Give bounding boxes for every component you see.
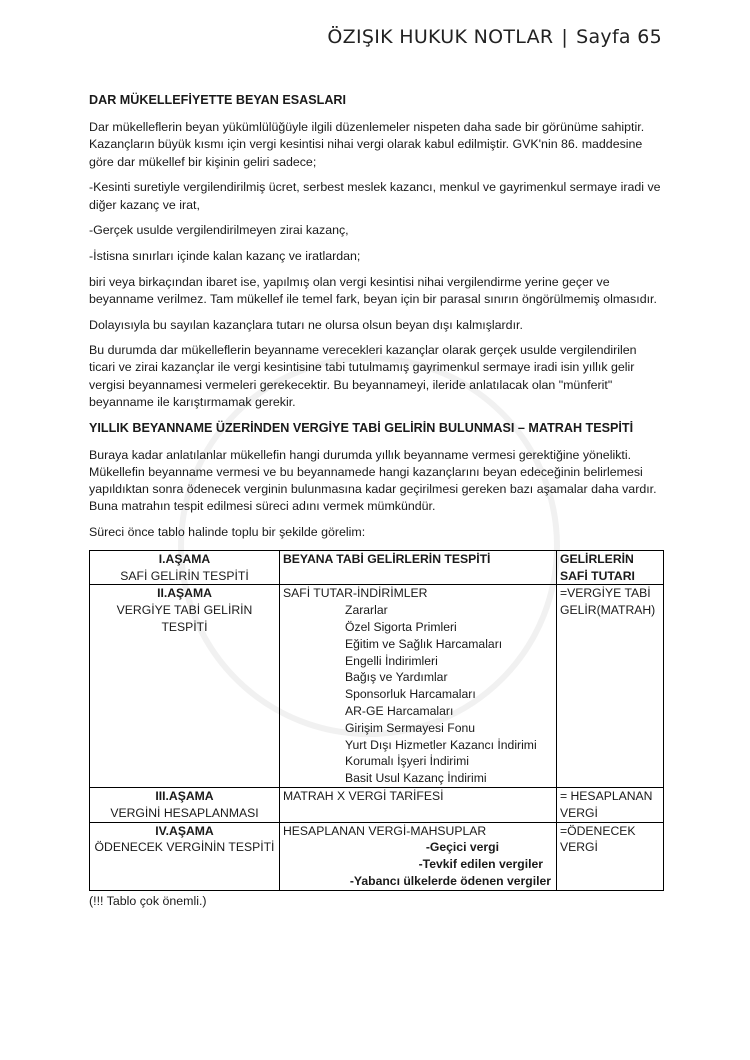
table-row [90,787,664,822]
section-heading: YILLIK BEYANNAME ÜZERİNDEN VERGİYE TABİ GELİRİN BULUNMASI – MATRAH TESPİTİ [89,420,634,435]
table-cell-process [280,822,557,890]
table-cell-stage [90,550,280,585]
table-cell-result [557,585,664,788]
stage-description: VERGİYE TABİ GELİRİN TESPİTİ [116,603,253,634]
offset-item: -Tevkif edilen vergiler [418,857,543,872]
paragraph: Buraya kadar anlatılanlar mükellefin hangi durumda yıllık beyanname vermesi gerektiğine yönelikti. Mükellefin beyanname vermesi ve bu beyannamede hangi kazançlarını beyan edeceğinin belirlemesi yapıldıktan sonra ödenecek verginin bulunmasına kadar geçirilmesi gereken bazı aşamalar daha vardır. Buna matrahın tespit edilmesi süreci adını vermek mümkündür. [89,447,657,514]
process-title: SAFİ TUTAR-İNDİRİMLER [283,586,428,601]
stage-label: II.AŞAMA [157,586,212,601]
process-title: MATRAH X VERGİ TARİFESİ [283,788,444,803]
deduction-item: Sponsorluk Harcamaları [345,687,476,702]
table-row [90,822,664,890]
result-label: =ÖDENECEK VERGİ [560,823,636,855]
stage-description: ÖDENECEK VERGİNİN TESPİTİ [94,840,275,855]
header-separator: | [561,26,569,48]
deduction-item: Yurt Dışı Hizmetler Kazancı İndirimi [345,737,537,752]
deduction-item: Korumalı İşyeri İndirimi [345,754,469,769]
deduction-item: Özel Sigorta Primleri [345,619,457,634]
table-cell-stage [90,822,280,890]
paragraph: Dar mükelleflerin beyan yükümlülüğüyle ilgili düzenlemeler nispeten daha sade bir görünüme sahiptir. Kazançların büyük kısmı için vergi kesintisi nihai vergi olarak kabul edilmiştir. GVK'nin 86. maddesine göre dar mükellef bir kişinin geliri sadece; [89,120,645,169]
stage-label: I.AŞAMA [158,551,211,566]
paragraph: Bu durumda dar mükelleflerin beyanname verecekleri kazançlar olarak gerçek usulde vergilendirilen ticari ve zirai kazançlar ile vergi kesintisine tabi tutulmamış gayrimenkul sermaye iradi isin yıllık gelir vergisi beyannamesi vermeleri gerekecektir. Bu beyannameyi, ileride anlatılacak olan "münferit" beyanname ile karıştırmamak gerekir. [89,343,637,409]
deduction-item: Zararlar [345,603,388,618]
deduction-item: Bağış ve Yardımlar [345,670,448,685]
paragraph: -Gerçek usulde vergilendirilmeyen zirai kazanç, [89,223,349,238]
header-page-number: Sayfa 65 [576,26,662,48]
stage-description: SAFİ GELİRİN TESPİTİ [120,568,249,583]
paragraph: Dolayısıyla bu sayılan kazançlara tutarı ne olursa olsun beyan dışı kalmışlardır. [89,317,523,332]
section-heading: DAR MÜKELLEFİYETTE BEYAN ESASLARI [89,93,347,107]
result-label: =VERGİYE TABİ GELİR(MATRAH) [560,586,656,618]
table-cell-stage [90,585,280,788]
table-cell-result [557,550,664,585]
stage-description: VERGİNİ HESAPLANMASI [110,805,259,820]
paragraph: -İstisna sınırları içinde kalan kazanç ve iratlardan; [89,248,361,263]
tax-stages-table [89,550,664,891]
deduction-item: Engelli İndirimleri [345,653,438,668]
process-title: BEYANA TABİ GELİRLERİN TESPİTİ [283,551,491,566]
table-row [90,550,664,585]
table-cell-process [280,550,557,585]
offset-item: -Yabancı ülkelerde ödenen vergiler [349,873,551,888]
table-cell-process [280,787,557,822]
table-cell-stage [90,787,280,822]
offset-item: -Geçici vergi [425,840,499,855]
table-cell-result [557,822,664,890]
table-cell-process [280,585,557,788]
page-header [327,26,662,48]
process-title: HESAPLANAN VERGİ-MAHSUPLAR [283,823,487,838]
stage-label: IV.AŞAMA [155,823,214,838]
paragraph: biri veya birkaçından ibaret ise, yapılmış olan vergi kesintisi nihai vergilendirme yerine geçer ve beyanname verilmez. Tam mükellef ile temel fark, beyan için bir parasal sınırın öngörülmemiş olmasıdır. [89,274,657,306]
document-body [89,92,664,910]
deduction-item: Girişim Sermayesi Fonu [345,720,476,735]
result-label: = HESAPLANAN VERGİ [560,788,653,820]
table-cell-result [557,787,664,822]
paragraph: Süreci önce tablo halinde toplu bir şekilde görelim: [89,525,366,540]
table-note: (!!! Tablo çok önemli.) [89,893,207,908]
deduction-item: Eğitim ve Sağlık Harcamaları [345,636,503,651]
stage-label: III.AŞAMA [155,788,214,803]
result-label: GELİRLERİN SAFİ TUTARI [560,551,635,583]
deduction-item: Basit Usul Kazanç İndirimi [345,771,487,786]
deduction-item: AR-GE Harcamaları [345,703,454,718]
header-title: ÖZIŞIK HUKUK NOTLAR [327,26,554,48]
paragraph: -Kesinti suretiyle vergilendirilmiş ücret, serbest meslek kazancı, menkul ve gayrimenkul sermaye iradi ve diğer kazanç ve irat, [89,180,661,212]
table-row [90,585,664,788]
